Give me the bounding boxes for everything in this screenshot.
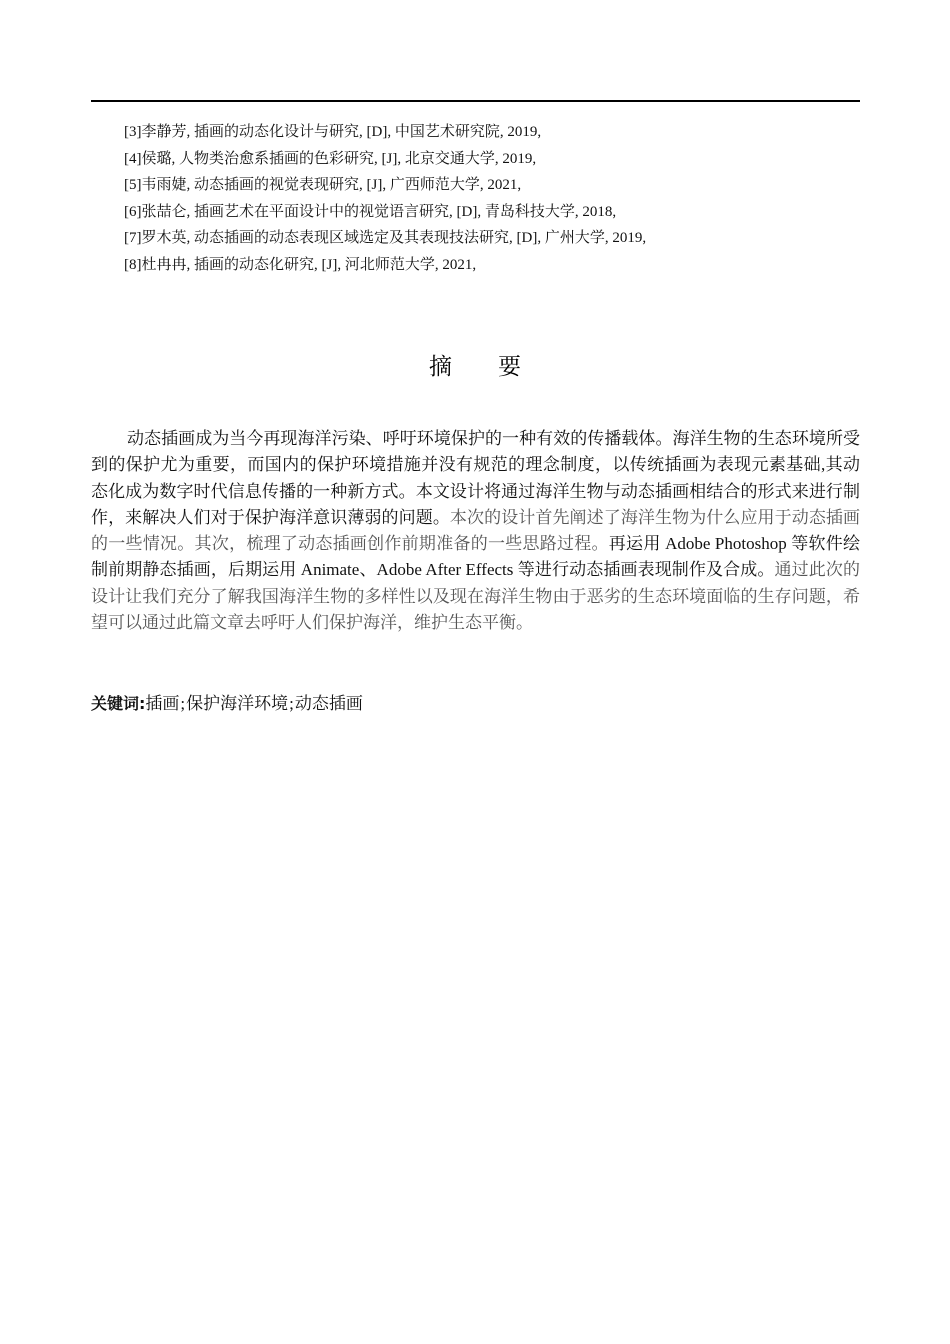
reference-item: [3]李静芳, 插画的动态化设计与研究, [D], 中国艺术研究院, 2019, — [124, 124, 542, 140]
abstract-text-segment: 本次的设计首先阐述了海洋生物为什么应用于动态插画的一些情况。其次，梳理了动态插画创作前期准备的一些思路过程。 — [91, 507, 861, 554]
keyword-separator: ; — [180, 694, 186, 713]
abstract-text-segment: 动态插画成为当今再现海洋污染、呼吁环境保护的一种有效的传播载体。海洋生物的生态环境所受到的保护尤为重要，而国内的保护环境措施并没有规范的理念制度，以传统插画为表现元素基础,其动态化成为数字时代信息传播的一种新方式。本文设计将通过海洋生物与动态插画相结合的形式来进行制作，来解决人们对于保护海洋意识薄弱的问题。 — [91, 429, 860, 527]
keyword-item: 保护海洋环境 — [186, 694, 289, 713]
keywords-label: 关键词: — [91, 694, 146, 713]
abstract-title — [0, 350, 950, 384]
abstract-title-char: 摘 — [429, 354, 452, 379]
reference-item: [6]张喆仑, 插画艺术在平面设计中的视觉语言研究, [D], 青岛科技大学, 2018, — [124, 203, 617, 220]
abstract-body — [91, 426, 860, 636]
top-rule — [91, 100, 860, 102]
keywords-line — [91, 691, 860, 717]
reference-item: [8]杜冉冉, 插画的动态化研究, [J], 河北师范大学, 2021, — [124, 256, 477, 273]
keyword-item: 插画 — [145, 694, 180, 713]
reference-item: [7]罗木英, 动态插画的动态表现区域选定及其表现技法研究, [D], 广州大学, 2019, — [124, 230, 647, 246]
abstract-text-segment: 通过此次的设计让我们充分了解我国海洋生物的多样性以及现在海洋生物由于恶劣的生态环境面临的生存问题，希望可以通过此篇文章去呼吁人们保护海洋，维护生态平衡。 — [91, 560, 861, 633]
keyword-separator: ; — [289, 694, 294, 713]
abstract-text-segment: 再运用 Adobe Photoshop 等软件绘制前期静态插画，后期运用 Animate、Adobe After Effects 等进行动态插画表现制作及合成。 — [91, 534, 860, 580]
reference-list — [124, 119, 860, 278]
reference-item: [5]韦雨婕, 动态插画的视觉表现研究, [J], 广西师范大学, 2021, — [124, 177, 522, 193]
reference-item: [4]侯璐, 人物类治愈系插画的色彩研究, [J], 北京交通大学, 2019, — [124, 150, 537, 167]
abstract-title-char: 要 — [498, 354, 521, 379]
keyword-item: 动态插画 — [294, 694, 363, 713]
